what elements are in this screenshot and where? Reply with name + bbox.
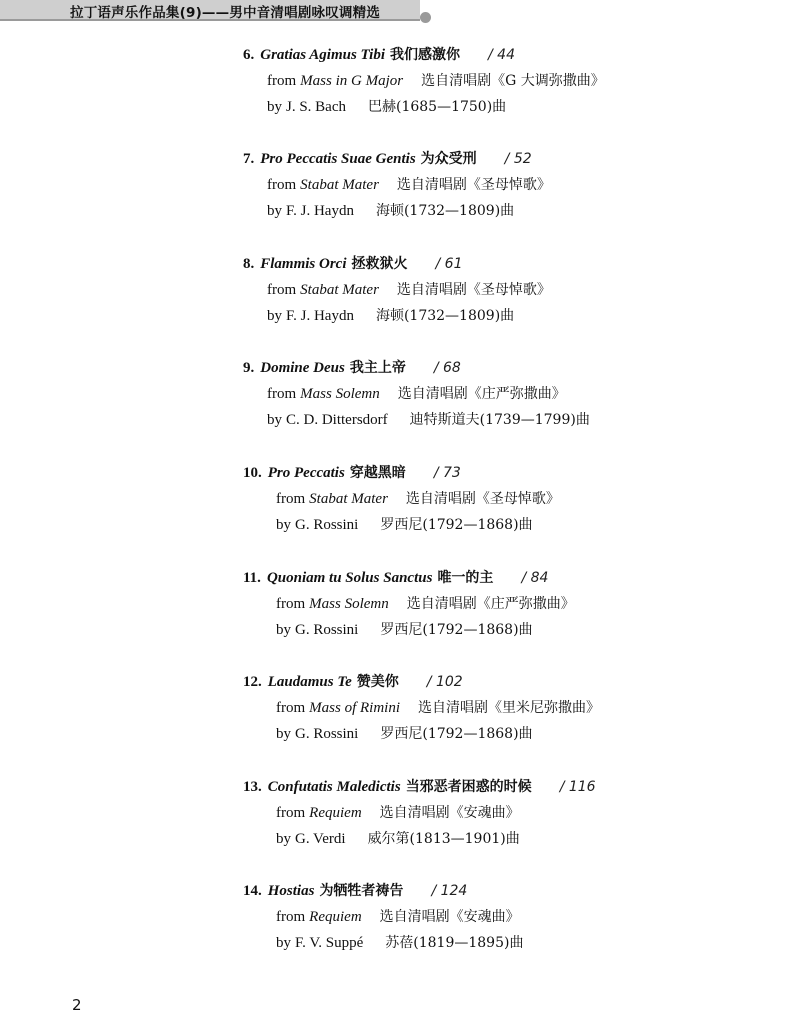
composer-name: F. V. Suppé bbox=[295, 935, 364, 951]
chinese-title: 拯救狱火 bbox=[351, 256, 408, 272]
entry-number: 6. bbox=[243, 47, 255, 63]
composer-name: F. J. Haydn bbox=[286, 308, 354, 324]
entry-title-line bbox=[243, 776, 596, 798]
by-label: by bbox=[276, 622, 291, 638]
entry-title-line bbox=[243, 880, 467, 902]
from-label: from bbox=[276, 596, 306, 612]
chinese-title: 当邪恶者困惑的时候 bbox=[405, 779, 532, 795]
latin-title: Laudamus Te bbox=[267, 674, 352, 690]
page-ref: / 52 bbox=[504, 151, 532, 167]
chinese-composer: 海顿(1732—1809)曲 bbox=[375, 203, 515, 219]
page-ref: / 102 bbox=[426, 674, 463, 690]
from-label: from bbox=[276, 909, 306, 925]
composer-name: J. S. Bach bbox=[286, 99, 346, 115]
by-label: by bbox=[276, 935, 291, 951]
latin-title: Quoniam tu Solus Sanctus bbox=[266, 570, 433, 586]
entry-number: 12. bbox=[243, 674, 262, 690]
chinese-composer: 迪特斯道夫(1739—1799)曲 bbox=[409, 412, 590, 428]
chinese-source: 选自清唱剧《庄严弥撒曲》 bbox=[406, 596, 575, 612]
latin-title: Domine Deus bbox=[260, 360, 345, 376]
entry-source-line bbox=[267, 383, 566, 405]
chinese-composer: 海顿(1732—1809)曲 bbox=[375, 308, 515, 324]
chinese-title: 唯一的主 bbox=[437, 570, 494, 586]
entry-source-line bbox=[276, 488, 560, 510]
chinese-title: 赞美你 bbox=[356, 674, 399, 690]
entry-source-line bbox=[267, 279, 551, 301]
latin-title: Gratias Agimus Tibi bbox=[260, 47, 385, 63]
chinese-source: 选自清唱剧《G 大调弥撒曲》 bbox=[421, 73, 605, 89]
chinese-source: 选自清唱剧《庄严弥撒曲》 bbox=[397, 386, 566, 402]
entry-number: 13. bbox=[243, 779, 262, 795]
page-ref: / 44 bbox=[488, 47, 515, 63]
entry-composer-line bbox=[276, 723, 533, 745]
entry-composer-line bbox=[276, 828, 520, 850]
by-label: by bbox=[267, 203, 282, 219]
entry-composer-line bbox=[276, 514, 533, 536]
from-label: from bbox=[267, 386, 297, 402]
work-title: Requiem bbox=[309, 909, 362, 925]
chinese-source: 选自清唱剧《圣母悼歌》 bbox=[396, 177, 551, 193]
entry-title-line bbox=[243, 462, 461, 484]
by-label: by bbox=[267, 99, 282, 115]
chinese-composer: 威尔第(1813—1901)曲 bbox=[367, 831, 520, 847]
by-label: by bbox=[276, 517, 291, 533]
entry-number: 11. bbox=[243, 570, 261, 586]
entry-title-line bbox=[243, 253, 463, 275]
latin-title: Confutatis Maledictis bbox=[267, 779, 401, 795]
chinese-title: 穿越黑暗 bbox=[349, 465, 406, 481]
chinese-title: 我们感激你 bbox=[390, 47, 460, 63]
entry-number: 7. bbox=[243, 151, 255, 167]
work-title: Mass in G Major bbox=[300, 73, 404, 89]
entry-composer-line bbox=[276, 932, 523, 954]
entry-source-line bbox=[276, 802, 520, 824]
entry-number: 8. bbox=[243, 256, 255, 272]
latin-title: Pro Peccatis bbox=[267, 465, 345, 481]
latin-title: Pro Peccatis Suae Gentis bbox=[260, 151, 416, 167]
header-title: 拉丁语声乐作品集(9)——男中音清唱剧咏叹调精选 bbox=[70, 5, 381, 21]
composer-name: F. J. Haydn bbox=[286, 203, 354, 219]
page-ref: / 61 bbox=[435, 256, 463, 272]
by-label: by bbox=[276, 726, 291, 742]
chinese-composer: 巴赫(1685—1750)曲 bbox=[368, 99, 507, 115]
entry-title-line bbox=[243, 671, 463, 693]
work-title: Requiem bbox=[309, 805, 362, 821]
entry-title-line bbox=[243, 44, 515, 66]
chinese-composer: 苏蓓(1819—1895)曲 bbox=[385, 935, 524, 951]
by-label: by bbox=[267, 412, 282, 428]
composer-name: G. Verdi bbox=[295, 831, 346, 847]
chinese-source: 选自清唱剧《安魂曲》 bbox=[379, 909, 520, 925]
page-ref: / 68 bbox=[433, 360, 461, 376]
entry-number: 10. bbox=[243, 465, 262, 481]
chinese-source: 选自清唱剧《安魂曲》 bbox=[379, 805, 520, 821]
from-label: from bbox=[267, 177, 297, 193]
from-label: from bbox=[276, 700, 306, 716]
page-ref: / 124 bbox=[431, 883, 468, 899]
chinese-source: 选自清唱剧《圣母悼歌》 bbox=[405, 491, 560, 507]
entry-composer-line bbox=[267, 200, 514, 222]
entry-title-line bbox=[243, 567, 548, 589]
entry-source-line bbox=[267, 70, 605, 92]
composer-name: C. D. Dittersdorf bbox=[286, 412, 388, 428]
composer-name: G. Rossini bbox=[295, 622, 359, 638]
chinese-title: 为牺牲者祷告 bbox=[319, 883, 404, 899]
chinese-composer: 罗西尼(1792—1868)曲 bbox=[380, 517, 533, 533]
entry-source-line bbox=[276, 593, 575, 615]
entry-composer-line bbox=[267, 409, 590, 431]
entry-source-line bbox=[276, 697, 600, 719]
work-title: Stabat Mater bbox=[300, 282, 379, 298]
page-number: 2 bbox=[72, 996, 82, 1014]
latin-title: Flammis Orci bbox=[260, 256, 347, 272]
by-label: by bbox=[276, 831, 291, 847]
chinese-title: 为众受刑 bbox=[420, 151, 477, 167]
entry-composer-line bbox=[267, 96, 506, 118]
from-label: from bbox=[276, 491, 306, 507]
page-ref: / 84 bbox=[521, 570, 549, 586]
work-title: Mass Solemn bbox=[300, 386, 380, 402]
entry-composer-line bbox=[276, 619, 533, 641]
entry-composer-line bbox=[267, 305, 514, 327]
from-label: from bbox=[276, 805, 306, 821]
latin-title: Hostias bbox=[267, 883, 315, 899]
entry-title-line bbox=[243, 148, 532, 170]
work-title: Stabat Mater bbox=[309, 491, 388, 507]
entry-number: 9. bbox=[243, 360, 255, 376]
chinese-source: 选自清唱剧《圣母悼歌》 bbox=[396, 282, 551, 298]
work-title: Mass of Rimini bbox=[309, 700, 401, 716]
chinese-source: 选自清唱剧《里米尼弥撒曲》 bbox=[418, 700, 601, 716]
work-title: Mass Solemn bbox=[309, 596, 389, 612]
chinese-composer: 罗西尼(1792—1868)曲 bbox=[380, 726, 533, 742]
page-ref: / 116 bbox=[559, 779, 596, 795]
composer-name: G. Rossini bbox=[295, 517, 359, 533]
from-label: from bbox=[267, 73, 297, 89]
entry-title-line bbox=[243, 357, 461, 379]
entry-number: 14. bbox=[243, 883, 262, 899]
entry-source-line bbox=[267, 174, 551, 196]
page-ref: / 73 bbox=[433, 465, 461, 481]
chinese-title: 我主上帝 bbox=[349, 360, 406, 376]
from-label: from bbox=[267, 282, 297, 298]
entry-source-line bbox=[276, 906, 520, 928]
by-label: by bbox=[267, 308, 282, 324]
chinese-composer: 罗西尼(1792—1868)曲 bbox=[380, 622, 533, 638]
composer-name: G. Rossini bbox=[295, 726, 359, 742]
work-title: Stabat Mater bbox=[300, 177, 379, 193]
